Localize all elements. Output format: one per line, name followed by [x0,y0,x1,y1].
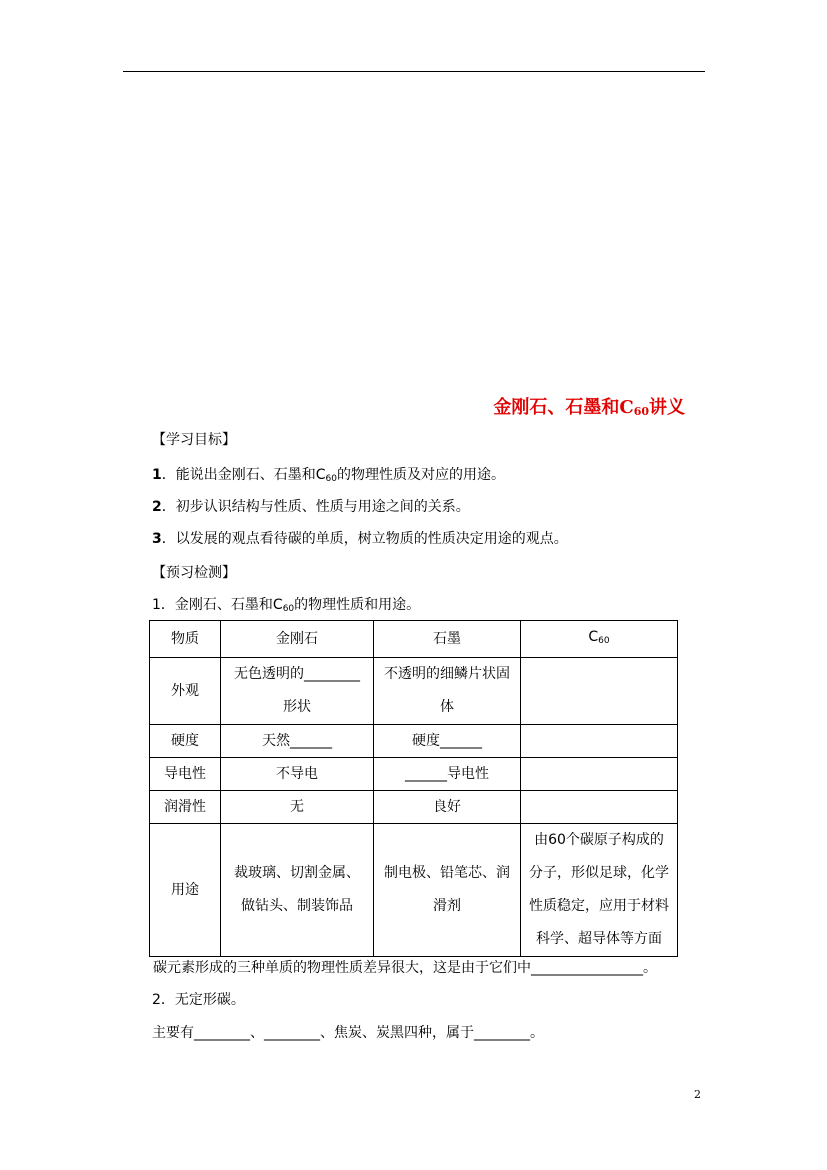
row-label: 外观 [150,658,221,725]
goal-item-1: 1．能说出金刚石、石墨和$C_{60}$的物理性质及对应的用途。 [152,467,505,484]
table-cell [521,758,678,791]
row-label: 润滑性 [150,791,221,824]
table-header-row [150,621,678,658]
properties-table [149,620,678,957]
row-label: 用途 [150,824,221,957]
table-header-cell: 石墨 [374,621,521,658]
table-cell: 无 [221,791,374,824]
table-header-cell: 金刚石 [221,621,374,658]
table-footnote: 碳元素形成的三种单质的物理性质差异很大，这是由于它们中________________。 [153,960,657,976]
table-cell: 不透明的细鳞片状固 体 [374,658,521,725]
table-cell: 良好 [374,791,521,824]
section-heading-goals: 【学习目标】 [152,432,236,448]
document-title: 金刚石、石墨和$C_{60}$讲义 [493,397,685,418]
question-2: 2．无定形碳。 [152,992,245,1008]
table-cell: 天然______ [221,725,374,758]
page-number: 2 [694,1088,701,1101]
table-header-cell: $C_{60}$ [521,621,678,658]
table-row [150,725,678,758]
header-rule [123,71,705,72]
table-cell [521,725,678,758]
row-label: 导电性 [150,758,221,791]
question-1: 1．金刚石、石墨和$C_{60}$的物理性质和用途。 [152,597,421,614]
table-cell: 由60个碳原子构成的 分子，形似足球，化学 性质稳定，应用于材料 科学、超导体等方面 [521,824,678,957]
goal-item-3: 3．以发展的观点看待碳的单质，树立物质的性质决定用途的观点。 [152,531,568,547]
question-2-blank-line: 主要有________、________、焦炭、炭黑四种，属于________。 [152,1025,544,1041]
table-row [150,791,678,824]
table-cell [521,658,678,725]
table-row [150,758,678,791]
table-cell: 无色透明的________ 形状 [221,658,374,725]
table-cell: 裁玻璃、切割金属、 做钻头、制装饰品 [221,824,374,957]
table-cell [521,791,678,824]
section-heading-preview: 【预习检测】 [152,565,236,581]
table-row [150,658,678,725]
goal-item-2: 2．初步认识结构与性质、性质与用途之间的关系。 [152,499,470,515]
table-header-cell: 物质 [150,621,221,658]
row-label: 硬度 [150,725,221,758]
table-row [150,824,678,957]
table-cell: 不导电 [221,758,374,791]
table-cell: 硬度______ [374,725,521,758]
table-cell: ______导电性 [374,758,521,791]
table-cell: 制电极、铅笔芯、润 滑剂 [374,824,521,957]
